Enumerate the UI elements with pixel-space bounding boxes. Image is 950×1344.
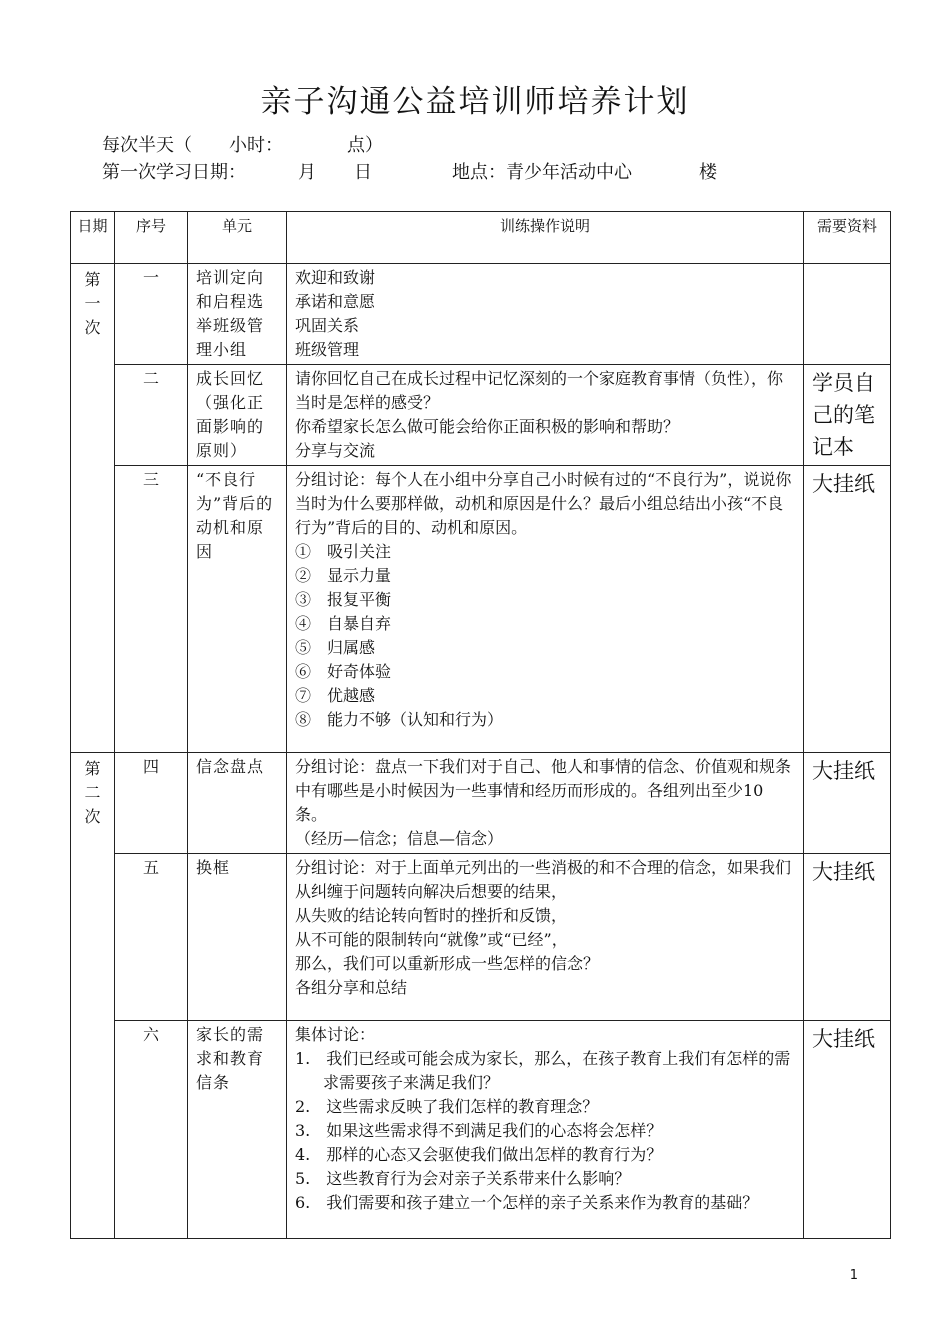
desc-line: 从纠缠于问题转向解决后想要的结果， (295, 882, 568, 901)
row-number: 六 (115, 1021, 188, 1239)
row-description (287, 365, 804, 466)
desc-list-item: 2. 这些需求反映了我们怎样的教育理念？ (295, 1097, 599, 1116)
row-material: 大挂纸 (804, 466, 891, 753)
month-label: 月 (298, 162, 316, 183)
desc-line: 欢迎和致谢 (295, 268, 376, 287)
desc-list-item: 4. 那样的心态又会驱使我们做出怎样的教育行为？ (295, 1145, 663, 1164)
desc-list-item: ⑤ 归属感 (295, 638, 376, 657)
desc-line: 巩固关系 (295, 316, 360, 335)
header-day: 日期 (71, 212, 115, 264)
header-description: 训练操作说明 (287, 212, 804, 264)
desc-list-item: 3. 如果这些需求得不到满足我们的心态将会怎样？ (295, 1121, 663, 1140)
desc-line: 分组讨论：每个人在小组中分享自己小时候有过的“不良行为”，说说你当时为什么要那样做，动机和原因是什么？最后小组总结出小孩“不良行为”背后的目的、动机和原因。 (295, 470, 792, 537)
desc-list-item: 1. 我们已经或可能会成为家长，那么，在孩子教育上我们有怎样的需求需要孩子来满足我们？ (295, 1049, 791, 1092)
desc-line: 集体讨论： (295, 1025, 376, 1044)
desc-list-item: ④ 自暴自弃 (295, 614, 392, 633)
row-description (287, 753, 804, 854)
desc-list-item: 6. 我们需要和孩子建立一个怎样的亲子关系来作为教育的基础？ (295, 1193, 759, 1212)
desc-list-item: ⑥ 好奇体验 (295, 662, 392, 681)
header-unit: 单元 (188, 212, 287, 264)
row-description (287, 466, 804, 753)
desc-line: 从失败的结论转向暂时的挫折和反馈， (295, 906, 568, 925)
day-cell-first: 第一次 (71, 264, 115, 753)
row-unit: 培训定向和启程选举班级管理小组 (188, 264, 287, 365)
desc-line: 各组分享和总结 (295, 978, 408, 997)
row-number: 二 (115, 365, 188, 466)
row-number: 三 (115, 466, 188, 753)
header-material: 需要资料 (804, 212, 891, 264)
row-description (287, 854, 804, 1021)
row-description (287, 264, 804, 365)
desc-list-item: ② 显示力量 (295, 566, 392, 585)
desc-line: 从不可能的限制转向“就像”或“已经”， (295, 930, 568, 949)
table-row (71, 1021, 891, 1239)
desc-line: 请你回忆自己在成长过程中记忆深刻的一个家庭教育事情（负性），你当时是怎样的感受？ (295, 369, 784, 412)
desc-line: 班级管理 (295, 340, 360, 359)
row-material: 大挂纸 (804, 854, 891, 1021)
row-material: 大挂纸 (804, 1021, 891, 1239)
desc-line: 你希望家长怎么做可能会给你正面积极的影响和帮助？ (295, 417, 680, 436)
desc-list-item: ⑦ 优越感 (295, 686, 376, 705)
row-unit: “不良行为”背后的动机和原因 (188, 466, 287, 753)
row-number: 一 (115, 264, 188, 365)
page-number: 1 (849, 1268, 858, 1283)
row-description (287, 1021, 804, 1239)
document-title: 亲子沟通公益培训师培养计划 (260, 84, 690, 120)
row-material (804, 264, 891, 365)
desc-line: 分组讨论：盘点一下我们对于自己、他人和事情的信念、价值观和规条中有哪些是小时候因为一些事情和经历而形成的。各组列出至少10条。 (295, 757, 792, 824)
table-row (71, 264, 891, 365)
row-material: 学员自己的笔记本 (804, 365, 891, 466)
desc-line: （经历—信念；信息—信念） (295, 829, 504, 848)
desc-line: 分组讨论：对于上面单元列出的一些消极的和不合理的信念，如果我们 (295, 858, 792, 877)
day-cell-second: 第二次 (71, 753, 115, 1239)
session-time-label: 点） (347, 135, 383, 156)
desc-list-item: 5. 这些教育行为会对亲子关系带来什么影响？ (295, 1169, 631, 1188)
row-number: 五 (115, 854, 188, 1021)
desc-list-item: ③ 报复平衡 (295, 590, 392, 609)
desc-line: 分享与交流 (295, 441, 376, 460)
session-hours-label: 小时： (229, 135, 283, 156)
location-label: 地点：青少年活动中心 (452, 162, 632, 183)
row-number: 四 (115, 753, 188, 854)
desc-list-item: ⑧ 能力不够（认知和行为） (295, 710, 504, 729)
day-label: 日 (354, 162, 372, 183)
row-unit: 成长回忆（强化正面影响的原则） (188, 365, 287, 466)
table-row (71, 854, 891, 1021)
desc-line: 承诺和意愿 (295, 292, 376, 311)
training-plan-table (70, 211, 891, 1239)
row-unit: 信念盘点 (188, 753, 287, 854)
table-row (71, 753, 891, 854)
table-row (71, 365, 891, 466)
header-number: 序号 (115, 212, 188, 264)
table-header-row (71, 212, 891, 264)
desc-list-item: ① 吸引关注 (295, 542, 392, 561)
desc-line: 那么，我们可以重新形成一些怎样的信念？ (295, 954, 600, 973)
table-row (71, 466, 891, 753)
row-material: 大挂纸 (804, 753, 891, 854)
session-half-day-label: 每次半天（ (102, 135, 192, 156)
floor-label: 楼 (699, 162, 717, 183)
row-unit: 家长的需求和教育信条 (188, 1021, 287, 1239)
first-date-label: 第一次学习日期： (102, 162, 246, 183)
row-unit: 换框 (188, 854, 287, 1021)
